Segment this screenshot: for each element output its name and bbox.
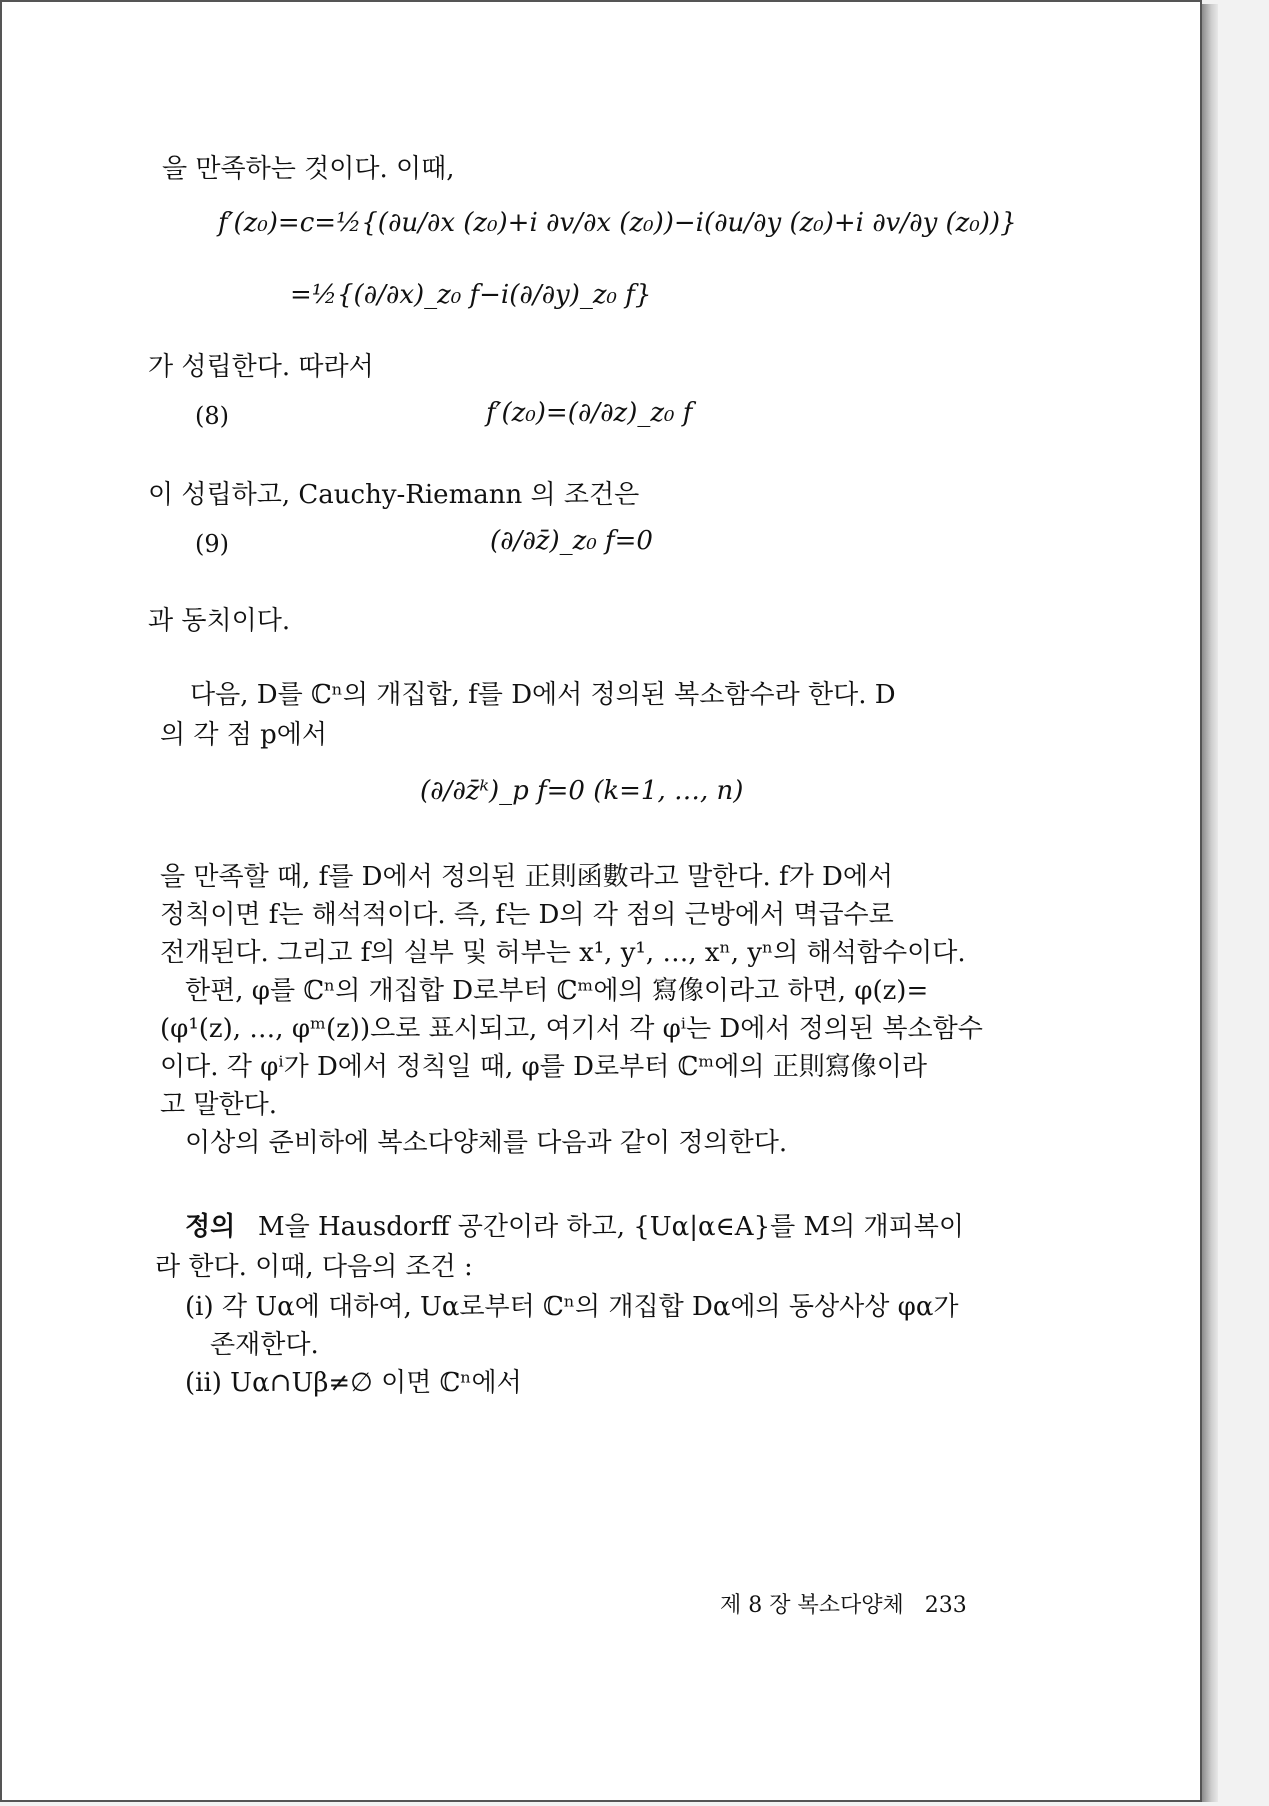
equation-9: (∂/∂z̄)_z₀ f=0 (490, 526, 653, 556)
page-number: 233 (924, 1593, 967, 1618)
text-line-15: M을 Hausdorff 공간이라 하고, {Uα|α∈A}를 M의 개피복이 (258, 1212, 964, 1242)
equation-derivative-expansion: f′(z₀)=c=½{(∂u/∂x (z₀)+i ∂v/∂x (z₀))−i(∂u/∂y (z₀)+i ∂v/∂y (z₀))} (218, 208, 1017, 238)
definition-heading: 정의 (185, 1212, 236, 1242)
text-line-2: 가 성립한다. 따라서 (148, 352, 374, 382)
text-line-11: (φ¹(z), …, φᵐ(z))으로 표시되고, 여기서 각 φⁱ는 D에서 정의된 복소함수 (160, 1014, 983, 1044)
text-line-12: 이다. 각 φⁱ가 D에서 정칙일 때, φ를 D로부터 ℂᵐ에의 正則寫像이라 (160, 1052, 927, 1082)
text-line-7: 을 만족할 때, f를 D에서 정의된 正則函數라고 말한다. f가 D에서 (160, 862, 894, 892)
text-line-19: (ii) Uα∩Uβ≠∅ 이면 ℂⁿ에서 (185, 1368, 522, 1398)
text-line-14: 이상의 준비하에 복소다양체를 다음과 같이 정의한다. (185, 1128, 788, 1158)
equation-8: f′(z₀)=(∂/∂z)_z₀ f (486, 398, 693, 428)
chapter-title: 제 8 장 복소다양체 (720, 1593, 904, 1618)
equation-number-9: (9) (195, 530, 229, 558)
equation-derivative-operators: =½{(∂/∂x)_z₀ f−i(∂/∂y)_z₀ f} (290, 280, 652, 310)
page-edge-shadow (1202, 4, 1218, 1802)
text-line-9: 전개된다. 그리고 f의 실부 및 허부는 x¹, y¹, …, xⁿ, yⁿ의 해석함수이다. (160, 938, 966, 968)
equation-holomorphic-condition: (∂/∂z̄ᵏ)_p f=0 (k=1, …, n) (420, 776, 744, 806)
text-line-16: 라 한다. 이때, 다음의 조건 : (155, 1252, 473, 1282)
equation-number-8: (8) (195, 402, 229, 430)
text-line-10: 한편, φ를 ℂⁿ의 개집합 D로부터 ℂᵐ에의 寫像이라고 하면, φ(z)= (185, 976, 929, 1006)
text-line-6: 의 각 점 p에서 (160, 720, 328, 750)
text-line-8: 정칙이면 f는 해석적이다. 즉, f는 D의 각 점의 근방에서 멱급수로 (160, 900, 894, 930)
text-line-17: (i) 각 Uα에 대하여, Uα로부터 ℂⁿ의 개집합 Dα에의 동상사상 φα가 (185, 1292, 959, 1322)
text-line-18: 존재한다. (210, 1330, 319, 1360)
text-line-1: 을 만족하는 것이다. 이때, (162, 154, 455, 184)
text-line-4: 과 동치이다. (148, 606, 291, 636)
page-footer (720, 1588, 967, 1619)
text-line-3: 이 성립하고, Cauchy-Riemann 의 조건은 (148, 480, 640, 510)
text-line-5: 다음, D를 ℂⁿ의 개집합, f를 D에서 정의된 복소함수라 한다. D (190, 680, 896, 710)
text-line-13: 고 말한다. (160, 1090, 277, 1120)
